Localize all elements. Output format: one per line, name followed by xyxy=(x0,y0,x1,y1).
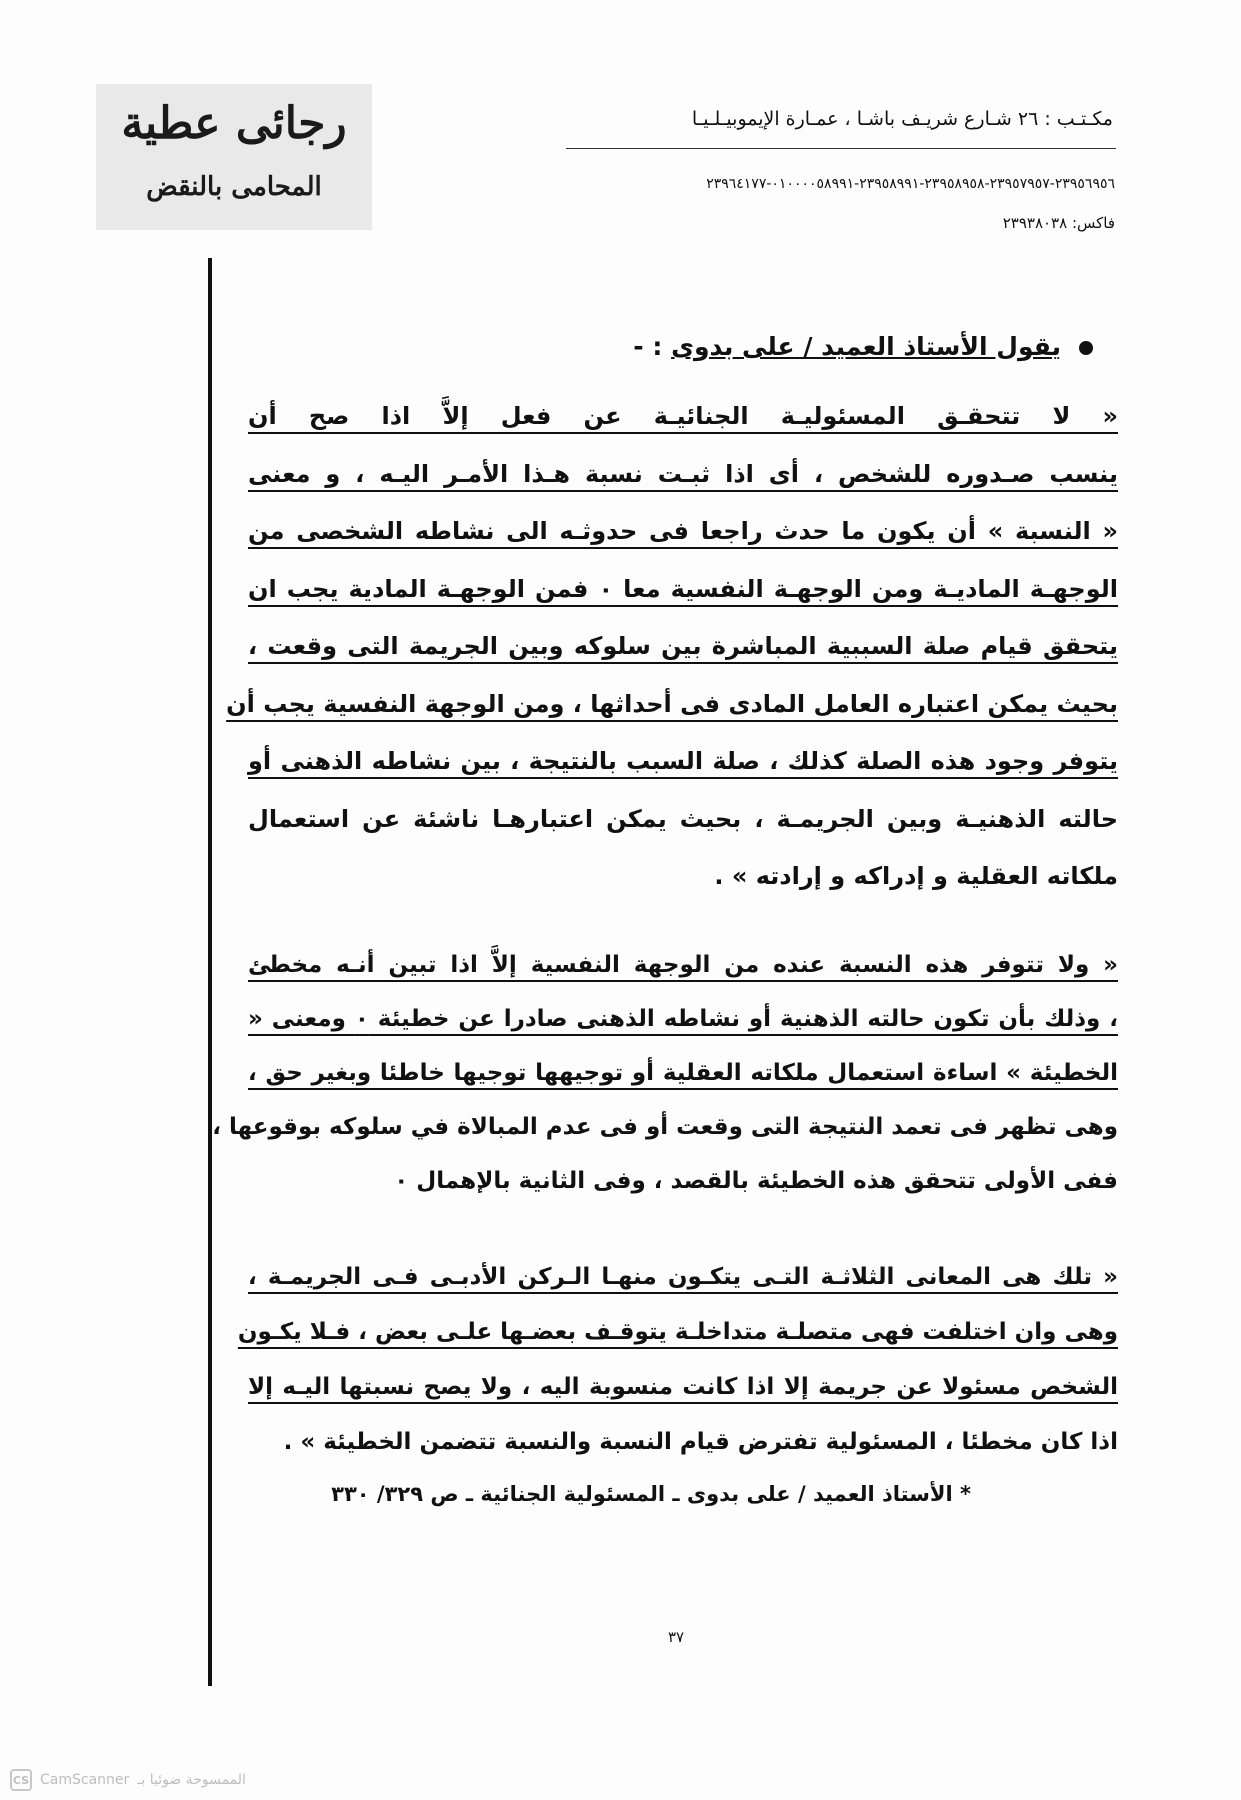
heading-suffix: : - xyxy=(633,332,672,361)
office-fax: فاكس: ٢٣٩٣٨٠٣٨ xyxy=(1002,214,1115,232)
header-divider xyxy=(566,148,1116,149)
text-line: وهى وان اختلفت فهى متصلـة متداخلـة يتوقـف بعضـها علـى بعض ، فـلا يكـون xyxy=(237,1319,1118,1345)
text-line: الشخص مسئولا عن جريمة إلا اذا كانت منسوبة اليه ، ولا يصح نسبتها اليـه إلا xyxy=(248,1374,1118,1400)
scanner-watermark xyxy=(10,1768,246,1792)
heading-prefix: يقول الأستاذ العميد / xyxy=(794,332,1061,361)
text-line: ، وذلك بأن تكون حالته الذهنية أو نشاطه الذهنى صادرا عن خطيئة ٠ ومعنى « xyxy=(248,1006,1118,1032)
text-line: ففى الأولى تتحقق هذه الخطيئة بالقصد ، وفى الثانية بالإهمال ٠ xyxy=(394,1168,1118,1194)
text-line: اذا كان مخطئا ، المسئولية تفترض قيام النسبة والنسبة تتضمن الخطيئة » . xyxy=(283,1429,1118,1455)
bullet-icon xyxy=(1079,341,1093,355)
text-line: « لا تتحقـق المسئوليـة الجنائيـة عن فعل إلاَّ اذا صح أن xyxy=(248,402,1118,430)
page-number: ٣٧ xyxy=(668,1628,685,1646)
heading-author: على بدوى xyxy=(671,332,795,361)
text-line: يتحقق قيام صلة السببية المباشرة بين سلوكه وبين الجريمة التى وقعت ، xyxy=(248,632,1118,660)
scanner-brand: CamScanner xyxy=(40,1772,130,1788)
scanner-label: الممسوحة ضوئيا بـ xyxy=(137,1772,246,1788)
camscanner-icon: CS xyxy=(10,1769,32,1791)
quote-paragraph-1 xyxy=(226,388,1118,906)
text-line: الوجهـة الماديـة ومن الوجهـة النفسية معا ٠ فمن الوجهـة المادية يجب ان xyxy=(248,574,1118,603)
text-line: ملكاته العقلية و إدراكه و إرادته » . xyxy=(714,862,1118,890)
text-line: وهى تظهر فى تعمد النتيجة التى وقعت أو فى عدم المبالاة في سلوكه بوقوعها ، xyxy=(212,1114,1118,1140)
section-heading xyxy=(633,332,1093,361)
text-line: يتوفر وجود هذه الصلة كذلك ، صلة السبب بالنتيجة ، بين نشاطه الذهنى أو xyxy=(248,747,1118,775)
text-line: حالته الذهنيـة وبين الجريمـة ، بحيث يمكن اعتبارهـا ناشئة عن استعمال xyxy=(248,804,1118,833)
text-line: الخطيئة » اساءة استعمال ملكاته العقلية أو توجيهها توجيها خاطئا وبغير حق ، xyxy=(248,1060,1118,1086)
logo-name: رجائى عطية xyxy=(121,98,347,149)
margin-rule xyxy=(208,258,212,1686)
text-line: « ولا تتوفر هذه النسبة عنده من الوجهة النفسية إلاَّ اذا تبين أنـه مخطئ xyxy=(248,952,1118,978)
office-phones: ٢٣٩٥٦٩٥٦-٢٣٩٥٧٩٥٧-٢٣٩٥٨٩٥٨-٢٣٩٥٨٩٩١-٠١٠٠٠٠٥٨٩٩١-٢٣٩٦٤١٧٧ xyxy=(706,176,1115,192)
office-address: مكـتـب : ٢٦ شـارع شريـف باشـا ، عمـارة الإيموبيـلـيـا xyxy=(691,108,1113,130)
text-line: ينسب صـدوره للشخص ، أى اذا ثبـت نسبة هـذا الأمـر اليـه ، و معنى xyxy=(248,459,1118,488)
citation: * الأستاذ العميد / على بدوى ـ المسئولية الجنائية ـ ص ٣٢٩/ ٣٣٠ xyxy=(331,1482,971,1506)
text-line: « تلك هى المعانى الثلاثـة التـى يتكـون منهـا الـركن الأدبـى فـى الجريمـة ، xyxy=(248,1264,1118,1290)
letterhead-logo xyxy=(96,84,372,230)
quote-paragraph-3 xyxy=(237,1250,1118,1470)
quote-paragraph-2 xyxy=(212,938,1118,1208)
text-line: بحيث يمكن اعتباره العامل المادى فى أحداثها ، ومن الوجهة النفسية يجب أن xyxy=(226,689,1118,718)
text-line: « النسبة » أن يكون ما حدث راجعا فى حدوثـه الى نشاطه الشخصى من xyxy=(248,517,1118,545)
logo-title: المحامى بالنقض xyxy=(146,172,322,202)
